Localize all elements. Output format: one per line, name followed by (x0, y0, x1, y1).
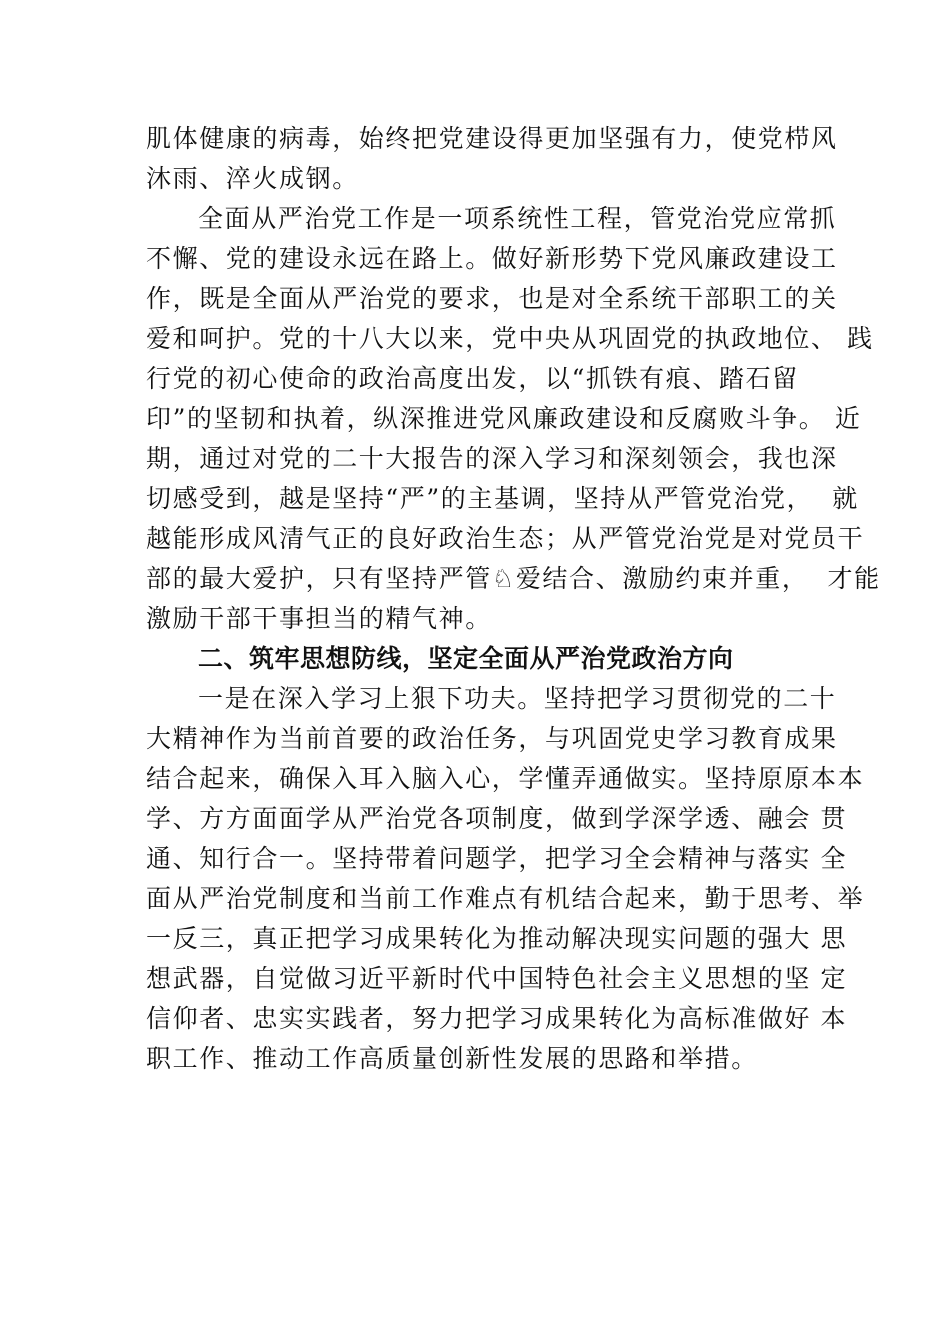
paragraph-line: 肌体健康的病毒，始终把党建设得更加坚强有力，使党栉风 (146, 124, 838, 153)
paragraph-line: 作，既是全面从严治党的要求，也是对全系统干部职工的关 (146, 284, 838, 313)
paragraph-line: 通、知行合一。坚持带着问题学，把学习全会精神与落实 全 (146, 844, 848, 873)
paragraph-first-line: 全面从严治党工作是一项系统性工程，管党治党应常抓 (198, 204, 837, 233)
paragraph-line: 行党的初心使命的政治高度出发，以“抓铁有痕、踏石留 (146, 364, 799, 393)
paragraph-line: 印”的坚韧和执着，纵深推进党风廉政建设和反腐败斗争。 近 (146, 404, 862, 433)
paragraph-line: 沐雨、淬火成钢。 (146, 164, 359, 193)
paragraph-line: 激励干部干事担当的精气神。 (146, 604, 492, 633)
paragraph-line: 期，通过对党的二十大报告的深入学习和深刻领会，我也深 (146, 444, 838, 473)
paragraph-line: 信仰者、忠实实践者，努力把学习成果转化为高标准做好 本 (146, 1004, 848, 1033)
paragraph-line: 爱和呵护。党的十八大以来，党中央从巩固党的执政地位、 践 (146, 324, 874, 353)
paragraph-line: 面从严治党制度和当前工作难点有机结合起来，勤于思考、举 (146, 884, 865, 913)
paragraph-line: 大精神作为当前首要的政治任务，与巩固党史学习教育成果 (146, 724, 838, 753)
paragraph-line: 一反三，真正把学习成果转化为推动解决现实问题的强大 思 (146, 924, 848, 953)
section-heading: 二、筑牢思想防线，坚定全面从严治党政治方向 (198, 644, 734, 673)
paragraph-first-line: 一是在深入学习上狠下功夫。坚持把学习贯彻党的二十 (198, 684, 837, 713)
paragraph-line: 职工作、推动工作高质量创新性发展的思路和举措。 (146, 1044, 758, 1073)
paragraph-line: 结合起来，确保入耳入脑入心，学懂弄通做实。坚持原原本本 (146, 764, 865, 793)
document-body (146, 119, 881, 1079)
paragraph-line: 不懈、党的建设永远在路上。做好新形势下党风廉政建设工 (146, 244, 838, 273)
paragraph-line: 切感受到，越是坚持“严”的主基调，坚持从严管党治党， 就 (146, 484, 859, 513)
paragraph-line: 部的最大爱护，只有坚持严管♘爱结合、激励约束并重， 才能 (146, 564, 881, 593)
paragraph-line: 越能形成风清气正的良好政治生态；从严管党治党是对党员干 (146, 524, 865, 553)
paragraph-line: 想武器，自觉做习近平新时代中国特色社会主义思想的坚 定 (146, 964, 848, 993)
paragraph-line: 学、方方面面学从严治党各项制度，做到学深学透、融会 贯 (146, 804, 848, 833)
